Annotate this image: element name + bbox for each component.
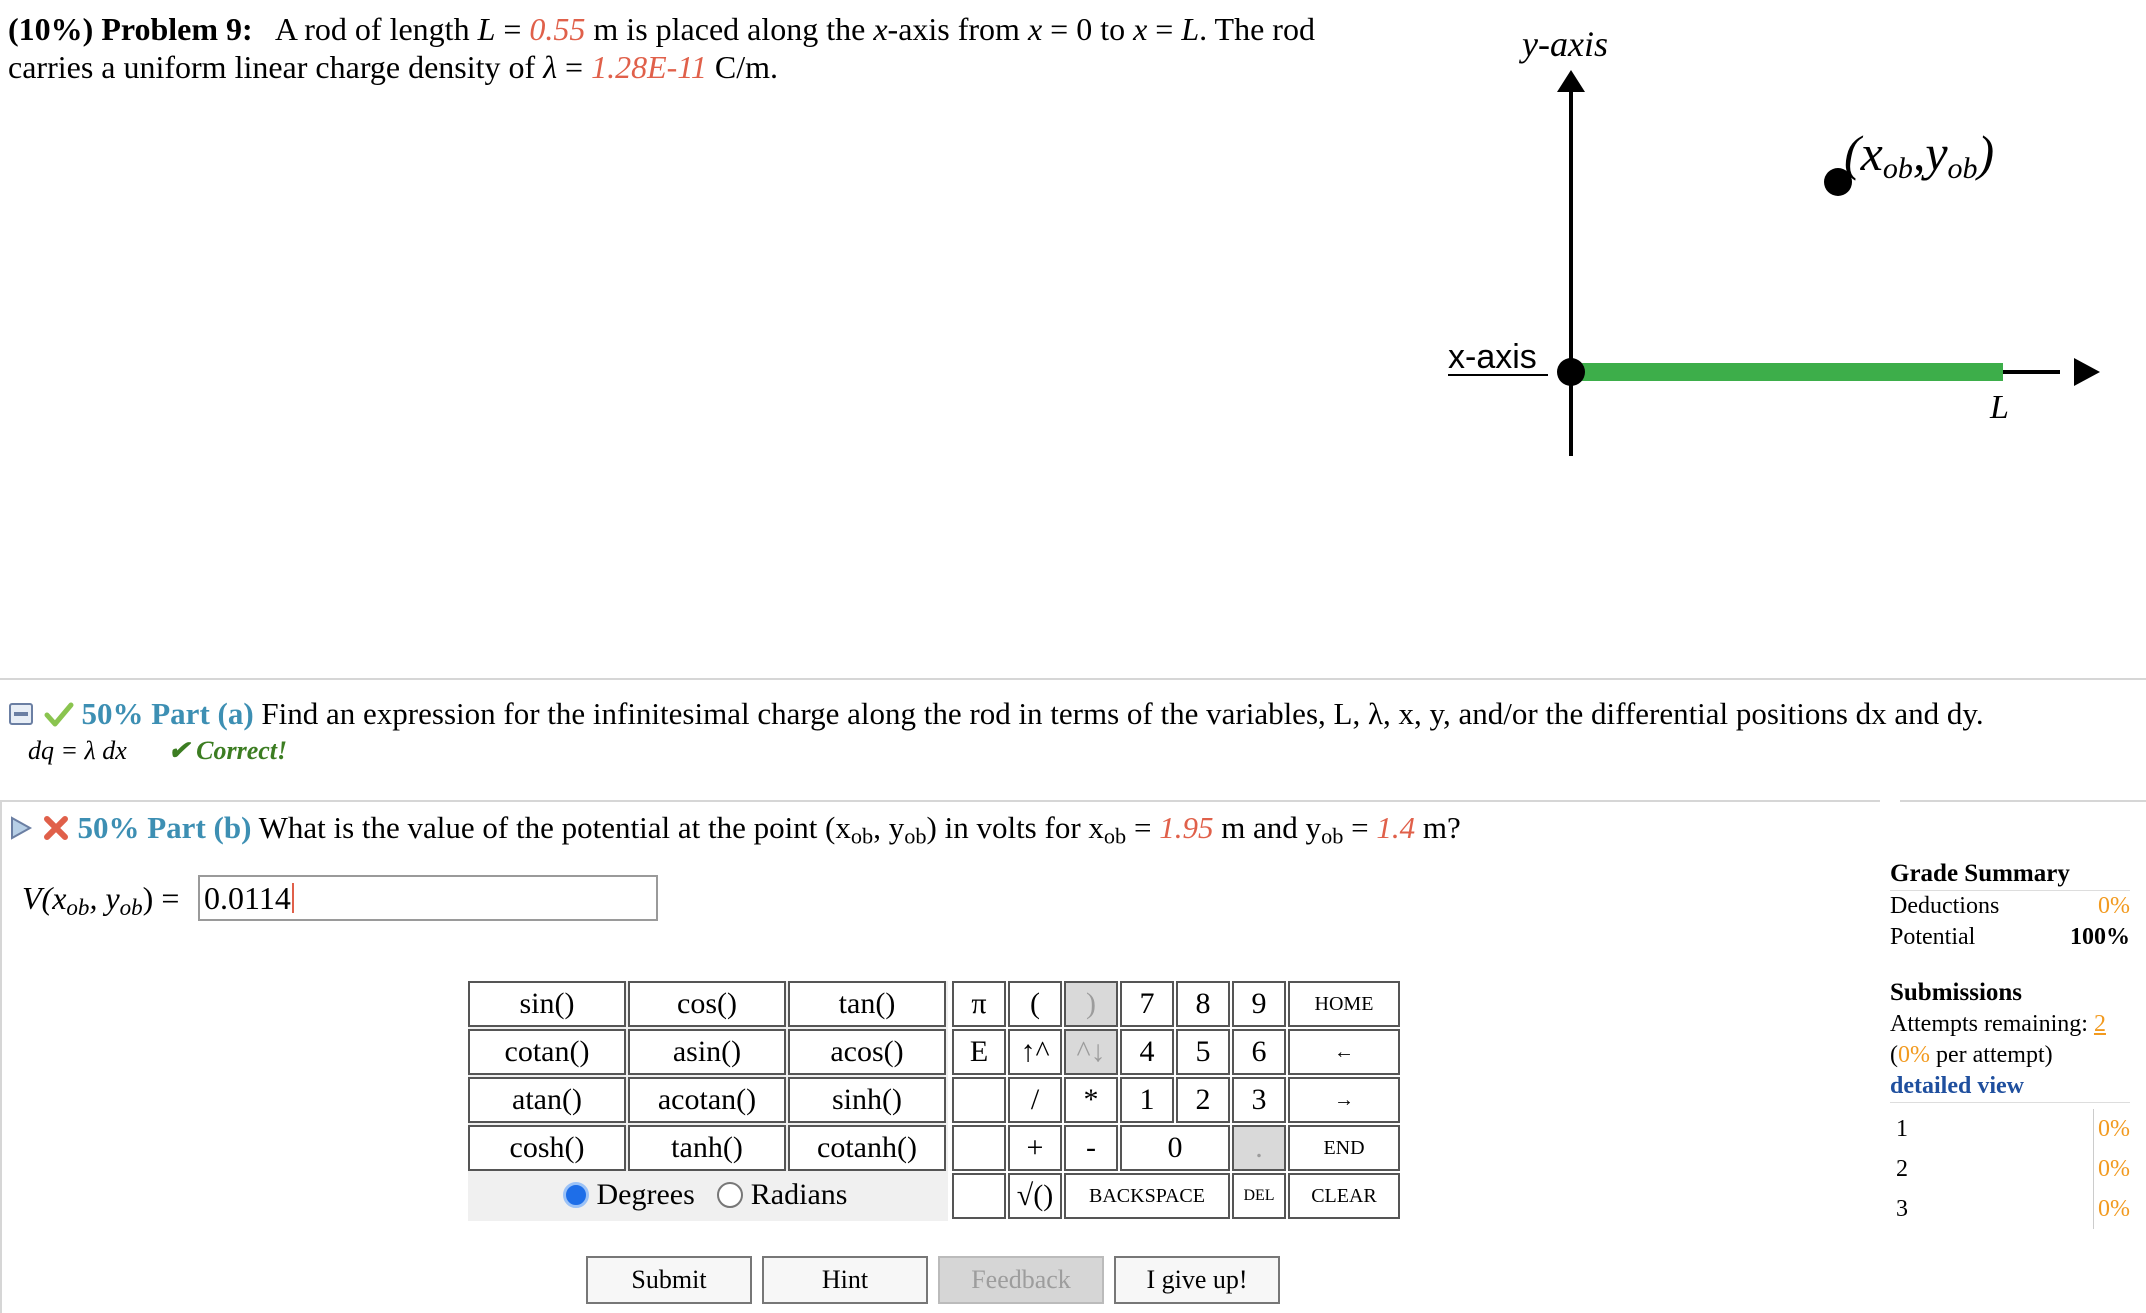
delete-key[interactable]: DEL: [1232, 1173, 1286, 1219]
power-up-key[interactable]: ↑^: [1008, 1029, 1062, 1075]
left-arrow-key[interactable]: ←: [1288, 1029, 1400, 1075]
degrees-radio[interactable]: [563, 1182, 589, 1208]
x-symbol: x: [1133, 11, 1148, 47]
backspace-key[interactable]: BACKSPACE: [1064, 1173, 1230, 1219]
expand-arrow-icon[interactable]: [8, 815, 34, 841]
key-2[interactable]: 2: [1176, 1077, 1230, 1123]
submissions-title: Submissions: [1890, 979, 2023, 1006]
length-symbol: L: [1181, 11, 1200, 47]
hint-button[interactable]: Hint: [762, 1256, 928, 1304]
calculator: [468, 981, 1400, 1221]
minus-key[interactable]: -: [1064, 1125, 1118, 1171]
equals: =: [557, 49, 592, 85]
cotanh-button[interactable]: cotanh(): [788, 1125, 946, 1171]
lambda-value: 1.28E-11: [591, 49, 707, 85]
divider: [0, 800, 1880, 802]
decimal-key[interactable]: .: [1232, 1125, 1286, 1171]
give-up-button[interactable]: I give up!: [1114, 1256, 1280, 1304]
y-axis-label: y-axis: [1522, 24, 1608, 64]
cosh-button[interactable]: cosh(): [468, 1125, 626, 1171]
clear-key[interactable]: CLEAR: [1288, 1173, 1400, 1219]
part-b-question: What is the value of the potential at the point ($x_{ob}$, $y_{ob}$) in volts for $x_{ob} = 1.95$ m and $y_{ob} = 1.4$ m?: [258, 810, 1461, 849]
attempts-remaining: Attempts remaining: 2: [1890, 1011, 2106, 1037]
angle-mode: [563, 1175, 847, 1215]
radians-radio[interactable]: [717, 1182, 743, 1208]
part-b-header: [8, 808, 1461, 857]
problem-line-1: [8, 10, 1408, 48]
multiply-key[interactable]: *: [1064, 1077, 1118, 1123]
origin-dot: [1557, 358, 1585, 386]
submit-button[interactable]: Submit: [586, 1256, 752, 1304]
answer-input-label: $V(x_{ob}$, $y_{ob}$) =: [22, 880, 180, 920]
text-caret: [292, 883, 294, 913]
y-axis-arrowhead: [1557, 70, 1585, 92]
key-6[interactable]: 6: [1232, 1029, 1286, 1075]
x-symbol: x: [1027, 11, 1043, 47]
correct-status: ✔ Correct!: [167, 736, 288, 765]
key-9[interactable]: 9: [1232, 981, 1286, 1027]
grade-summary-panel: [1890, 858, 2130, 1229]
key-8[interactable]: 8: [1176, 981, 1230, 1027]
blank-key: [952, 1125, 1006, 1171]
rod-diagram: [1420, 20, 2120, 480]
key-0[interactable]: 0: [1120, 1125, 1230, 1171]
length-symbol: L: [477, 11, 496, 47]
right-arrow-key[interactable]: →: [1288, 1077, 1400, 1123]
acos-button[interactable]: acos(): [788, 1029, 946, 1075]
per-attempt: (0% per attempt): [1890, 1042, 2053, 1068]
problem-text: m is placed along the: [585, 11, 874, 47]
problem-text: . The rod: [1199, 11, 1315, 47]
rod-length-label: L: [1990, 389, 2009, 426]
problem-statement: [8, 10, 1408, 86]
problem-text: carries a uniform linear charge density of: [8, 49, 544, 85]
divider: [0, 800, 2, 1313]
key-3[interactable]: 3: [1232, 1077, 1286, 1123]
x-axis-arrowhead: [2074, 358, 2100, 386]
part-a-answer: dq = λ dx: [28, 736, 127, 765]
cos-button[interactable]: cos(): [628, 981, 786, 1027]
atan-button[interactable]: atan(): [468, 1077, 626, 1123]
x-symbol: x: [873, 11, 888, 47]
answer-value: 0.0114: [204, 880, 291, 916]
lambda-symbol: λ: [543, 49, 558, 85]
problem-text: A rod of length: [274, 11, 478, 47]
part-a-header: [8, 694, 1984, 734]
plus-key[interactable]: +: [1008, 1125, 1062, 1171]
problem-title: Problem 9:: [101, 11, 253, 47]
x-axis-label: x-axis: [1448, 338, 1537, 376]
key-1[interactable]: 1: [1120, 1077, 1174, 1123]
feedback-button[interactable]: Feedback: [938, 1256, 1104, 1304]
sinh-button[interactable]: sinh(): [788, 1077, 946, 1123]
home-key[interactable]: HOME: [1288, 981, 1400, 1027]
divider: [1900, 800, 2146, 802]
answer-input[interactable]: [198, 875, 658, 921]
pi-key[interactable]: π: [952, 981, 1006, 1027]
collapse-icon[interactable]: [8, 700, 36, 728]
right-paren-key[interactable]: ): [1064, 981, 1118, 1027]
sqrt-key[interactable]: √(): [1008, 1173, 1062, 1219]
degrees-label: Degrees: [596, 1178, 695, 1211]
problem-text: = 0 to: [1042, 11, 1134, 47]
submission-row: 3 0%: [1890, 1189, 2130, 1229]
end-key[interactable]: END: [1288, 1125, 1400, 1171]
yob-value: 1.4: [1376, 810, 1416, 845]
e-key[interactable]: E: [952, 1029, 1006, 1075]
radians-label: Radians: [750, 1178, 848, 1211]
grade-summary-title: Grade Summary: [1890, 858, 2130, 891]
sin-button[interactable]: sin(): [468, 981, 626, 1027]
problem-percent: (10%): [8, 11, 94, 47]
potential-row: Potential 100%: [1890, 924, 2130, 950]
acotan-button[interactable]: acotan(): [628, 1077, 786, 1123]
tan-button[interactable]: tan(): [788, 981, 946, 1027]
divider: [0, 678, 2146, 680]
problem-line-2: [8, 48, 1408, 86]
part-a: [8, 694, 1984, 768]
deductions-row: Deductions 0%: [1890, 893, 2130, 919]
key-4[interactable]: 4: [1120, 1029, 1174, 1075]
observation-point-label: (xob,yob): [1844, 125, 1995, 185]
part-a-answer-row: [28, 734, 1984, 768]
part-b-label: Part (b): [147, 810, 252, 845]
xob-value: 1.95: [1159, 810, 1214, 845]
tanh-button[interactable]: tanh(): [628, 1125, 786, 1171]
charged-rod: [1571, 363, 2003, 381]
key-5[interactable]: 5: [1176, 1029, 1230, 1075]
left-paren-key[interactable]: (: [1008, 981, 1062, 1027]
length-value: 0.55: [529, 11, 586, 47]
equals: =: [495, 11, 530, 47]
asin-button[interactable]: asin(): [628, 1029, 786, 1075]
check-icon: [44, 700, 74, 728]
cotan-button[interactable]: cotan(): [468, 1029, 626, 1075]
submission-row: 1 0%: [1890, 1109, 2130, 1149]
divide-key[interactable]: /: [1008, 1077, 1062, 1123]
power-down-key[interactable]: ^↓: [1064, 1029, 1118, 1075]
detailed-view-link[interactable]: detailed view: [1890, 1071, 2130, 1103]
equals: =: [1147, 11, 1182, 47]
part-b-percent: 50%: [77, 810, 140, 845]
blank-key: [952, 1173, 1006, 1219]
part-a-question: Find an expression for the infinitesimal charge along the rod in terms of the variables, L, λ, x, y, and/or the differential positions dx and dy.: [261, 696, 1984, 731]
problem-text: -axis from: [887, 11, 1028, 47]
wrong-icon: [42, 814, 70, 842]
problem-text: C/m.: [706, 49, 779, 85]
blank-key: [952, 1077, 1006, 1123]
key-7[interactable]: 7: [1120, 981, 1174, 1027]
submission-row: 2 0%: [1890, 1149, 2130, 1189]
part-a-label: Part (a): [151, 696, 254, 731]
part-a-percent: 50%: [81, 696, 144, 731]
